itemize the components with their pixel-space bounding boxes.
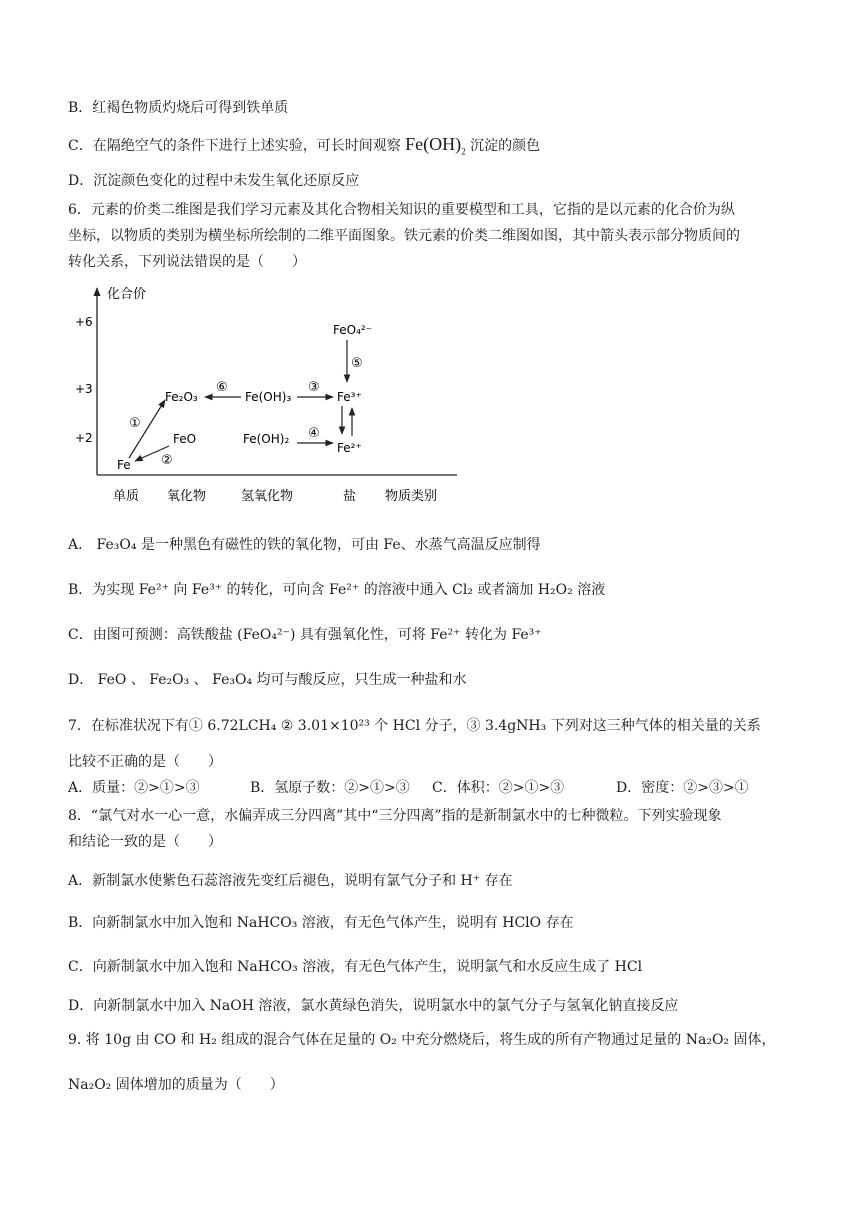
x-tick-oxide: 氧化物 xyxy=(167,489,207,504)
species-fe2o3: Fe₂O₃ xyxy=(165,390,198,404)
x-tick-element: 单质 xyxy=(113,489,140,504)
q7-option-a: A．质量：②>①>③ xyxy=(68,780,200,796)
q6-option-b: B．为实现 Fe²⁺ 向 Fe³⁺ 的转化，可向含 Fe²⁺ 的溶液中通入 Cl₂ 或者滴加 H₂O₂ 溶液 xyxy=(68,582,606,598)
species-feo4-2minus: FeO₄²⁻ xyxy=(333,323,373,337)
y-tick-plus6: +6 xyxy=(75,315,93,329)
q8-stem-line1: 8．“氯气对水一心一意，水偏弄成三分四离”其中“三分四离”指的是新制氯水中的七种微粒。下列实验现象 xyxy=(68,808,722,824)
q6-stem-line3: 转化关系，下列说法错误的是（ ） xyxy=(68,254,306,270)
arrow-label-1: ① xyxy=(129,416,141,431)
species-fe: Fe xyxy=(117,458,131,472)
q7-stem-line2: 比较不正确的是（ ） xyxy=(68,754,222,770)
q6-stem-line2: 坐标，以物质的类别为横坐标所绘制的二维平面图象。铁元素的价类二维图如图，其中箭头表示部分物质间的 xyxy=(68,228,740,244)
species-fe2plus: Fe²⁺ xyxy=(337,441,362,455)
species-fe3plus: Fe³⁺ xyxy=(337,390,362,404)
q7-options-row xyxy=(68,778,788,798)
q5-option-d: D．沉淀颜色变化的过程中未发生氧化还原反应 xyxy=(68,173,360,189)
x-axis-label: 物质类别 xyxy=(385,489,438,504)
q8-stem-line2: 和结论一致的是（ ） xyxy=(68,834,222,850)
iron-valence-class-diagram xyxy=(75,280,465,510)
q9-stem-line1: 9. 将 10g 由 CO 和 H₂ 组成的混合气体在足量的 O₂ 中充分燃烧后，将生成的所有产物通过足量的 Na₂O₂ 固体， xyxy=(68,1032,776,1048)
q6-option-c: C．由图可预测：高铁酸盐 (FeO₄²⁻) 具有强氧化性，可将 Fe²⁺ 转化为 Fe³⁺ xyxy=(68,627,542,643)
q7-option-b: B．氢原子数：②>①>③ xyxy=(250,780,410,796)
arrow-label-4: ④ xyxy=(308,426,320,441)
x-tick-hydroxide: 氢氧化物 xyxy=(241,489,294,504)
q5-option-c-tail: 沉淀的颜色 xyxy=(470,138,541,154)
species-feoh2: Fe(OH)₂ xyxy=(243,432,290,446)
arrow-label-6: ⑥ xyxy=(216,380,228,395)
x-tick-salt: 盐 xyxy=(343,489,357,504)
y-tick-plus2: +2 xyxy=(75,431,93,445)
q9-stem-line2: Na₂O₂ 固体增加的质量为（ ） xyxy=(68,1077,284,1093)
q8-option-b: B．向新制氯水中加入饱和 NaHCO₃ 溶液，有无色气体产生，说明有 HClO 存在 xyxy=(68,915,574,931)
arrow-label-5: ⑤ xyxy=(351,356,363,371)
q6-stem-line1: 6．元素的价类二维图是我们学习元素及其化合物相关知识的重要模型和工具，它指的是以元素的化合价为纵 xyxy=(68,202,735,218)
q5-option-c xyxy=(68,134,540,156)
y-tick-plus3: +3 xyxy=(75,382,93,396)
q6-option-a: A． Fe₃O₄ 是一种黑色有磁性的铁的氧化物，可由 Fe、水蒸气高温反应制得 xyxy=(68,537,541,553)
q6-option-d: D． FeO 、 Fe₂O₃ 、 Fe₃O₄ 均可与酸反应，只生成一种盐和水 xyxy=(68,672,467,688)
q5-option-b: B．红褐色物质灼烧后可得到铁单质 xyxy=(68,100,289,116)
q8-option-d: D．向新制氯水中加入 NaOH 溶液，氯水黄绿色消失，说明氯水中的氯气分子与氢氧化钠直接反应 xyxy=(68,998,679,1014)
arrow-label-2: ② xyxy=(161,453,173,468)
species-feo: FeO xyxy=(173,432,197,446)
q7-stem-line1: 7．在标准状况下有① 6.72LCH₄ ② 3.01×10²³ 个 HCl 分子，③ 3.4gNH₃ 下列对这三种气体的相关量的关系 xyxy=(68,718,761,734)
q8-option-a: A．新制氯水使紫色石蕊溶液先变红后褪色，说明有氯气分子和 H⁺ 存在 xyxy=(68,873,513,889)
species-feoh3: Fe(OH)₃ xyxy=(245,390,292,404)
q5-option-c-formula: $Fe(OH)_2$ xyxy=(405,134,466,157)
q7-option-d: D．密度：②>③>① xyxy=(616,780,749,796)
q5-option-c-text: C．在隔绝空气的条件下进行上述实验，可长时间观察 xyxy=(68,138,401,154)
q7-option-c: C．体积：②>①>③ xyxy=(432,780,565,796)
y-axis-label: 化合价 xyxy=(107,287,147,302)
arrow-label-3: ③ xyxy=(308,380,320,395)
q8-option-c: C．向新制氯水中加入饱和 NaHCO₃ 溶液，有无色气体产生，说明氯气和水反应生成了 HCl xyxy=(68,959,643,975)
